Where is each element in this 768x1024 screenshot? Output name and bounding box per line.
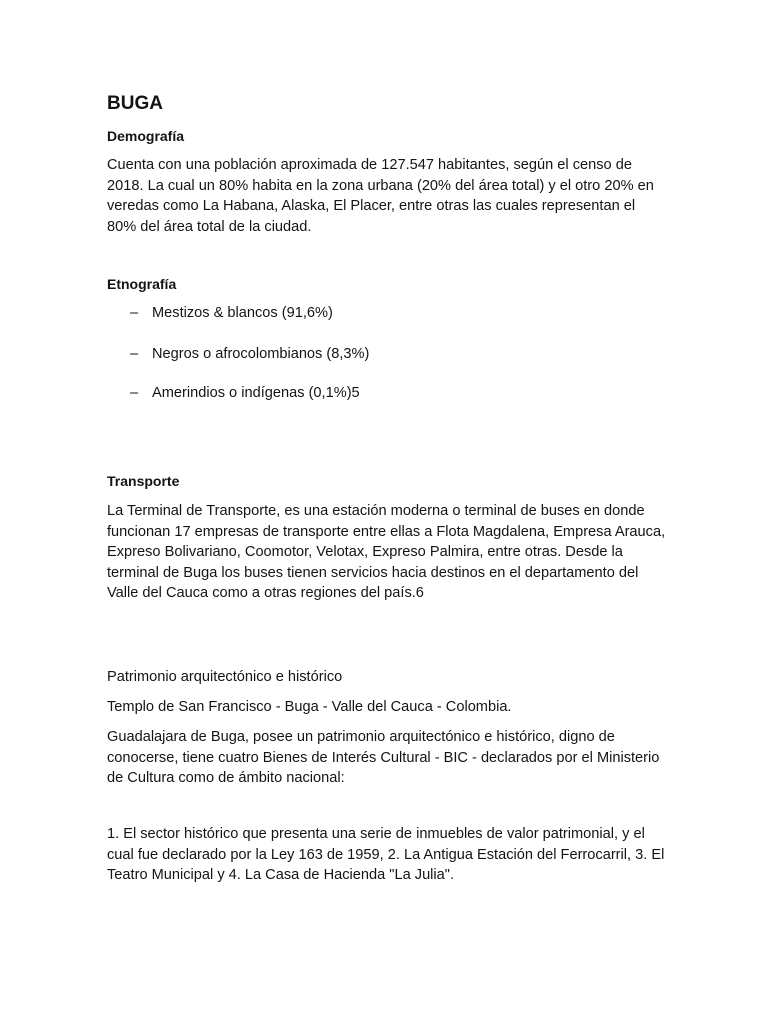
list-item: [107, 383, 667, 403]
list-item: [107, 344, 667, 364]
list-bullet: –: [130, 305, 139, 321]
etnografia-list: [107, 303, 667, 323]
etnografia-list-3: [107, 383, 667, 403]
etnografia-heading: Etnografía: [107, 276, 177, 292]
transporte-paragraph: La Terminal de Transporte, es una estación moderna o terminal de buses en donde funcionan 17 empresas de transporte entre ellas a Flota Magdalena, Empresa Arauca, Expreso Bolivariano, Coomotor, Velotax, Expreso Palmira, entre otras. Desde la terminal de Buga los buses tienen servicios hacia destinos en el departamento del Valle del Cauca como a otras regiones del país.6: [107, 503, 666, 601]
document-title: BUGA: [107, 93, 163, 114]
list-item-text: Amerindios o indígenas (0,1%)5: [152, 385, 360, 401]
transporte-heading: Transporte: [107, 473, 180, 489]
list-item-text: Negros o afrocolombianos (8,3%): [152, 346, 370, 362]
patrimonio-list-paragraph: 1. El sector histórico que presenta una serie de inmuebles de valor patrimonial, y el cual fue declarado por la Ley 163 de 1959, 2. La Antigua Estación del Ferrocarril, 3. El Teatro Municipal y 4. La Casa de Hacienda "La Julia".: [107, 826, 665, 883]
list-item-text: Mestizos & blancos (91,6%): [152, 305, 333, 321]
list-bullet: –: [130, 346, 139, 362]
etnografia-list-2: [107, 344, 667, 364]
patrimonio-subtitle: Templo de San Francisco - Buga - Valle del Cauca - Colombia.: [107, 699, 512, 715]
demografia-heading: Demografía: [107, 128, 185, 144]
patrimonio-heading: Patrimonio arquitectónico e histórico: [107, 669, 343, 685]
list-item: [107, 303, 667, 323]
patrimonio-intro: Guadalajara de Buga, posee un patrimonio arquitectónico e histórico, digno de conocerse, tiene cuatro Bienes de Interés Cultural - BIC - declarados por el Ministerio de Cultura como de ámbito nacional:: [107, 729, 660, 786]
list-bullet: –: [130, 385, 139, 401]
demografia-paragraph: Cuenta con una población aproximada de 127.547 habitantes, según el censo de 2018. La cual un 80% habita en la zona urbana (20% del área total) y el otro 20% en veredas como La Habana, Alaska, El Placer, entre otras las cuales representan el 80% del área total de la ciudad.: [107, 157, 654, 235]
